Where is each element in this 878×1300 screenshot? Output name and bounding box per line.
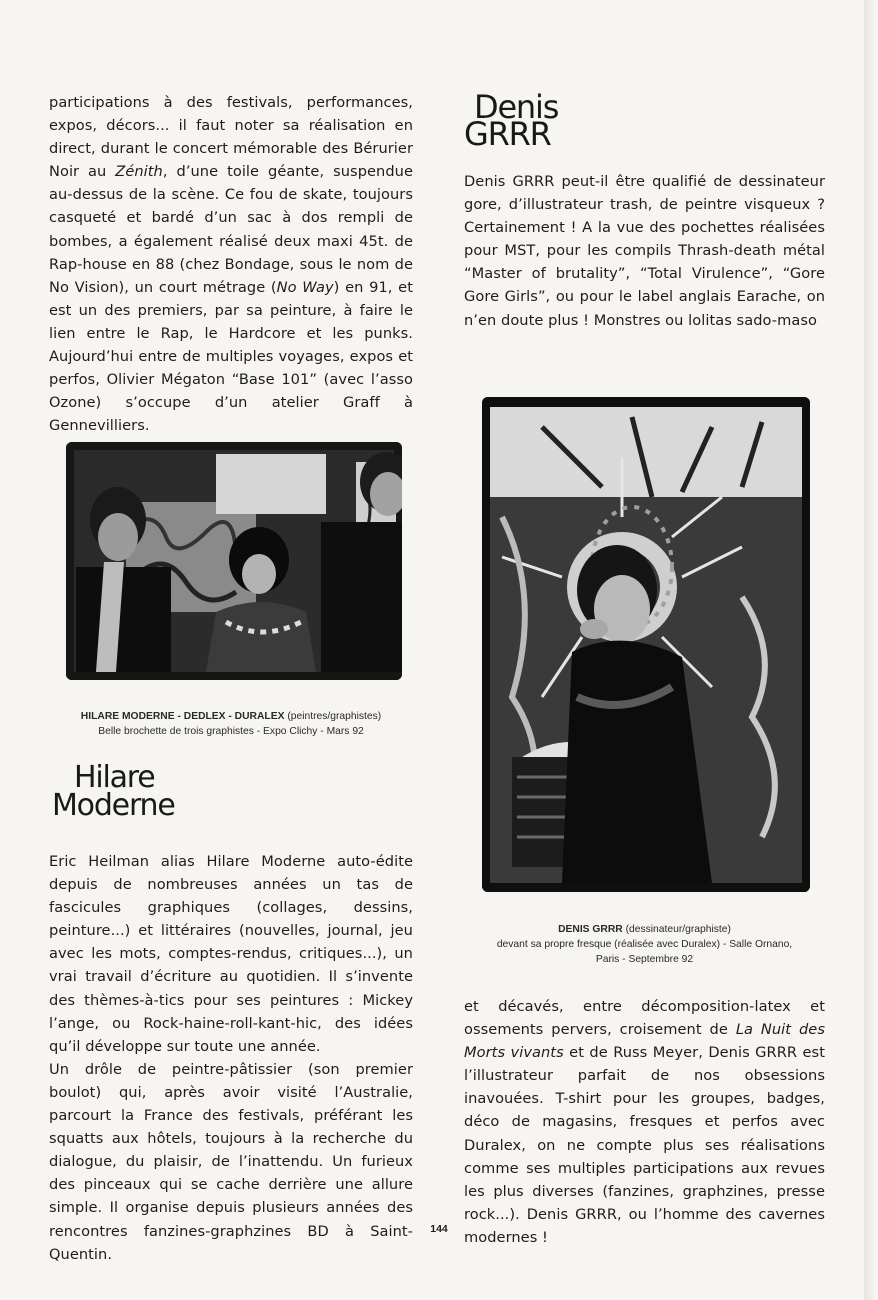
denis-grrr-paragraph-2-part-a: et décavés, entre décomposition-latex et ossements pervers, croisement de	[464, 998, 825, 1039]
intro-text-part-1: participations à des festivals, performances, expos, décors... il faut noter sa réalisation en direct, durant le concert mémorable des Bérurier Noir au	[49, 94, 413, 181]
denis-grrr-caption-date: Paris - Septembre 92	[595, 954, 694, 965]
hilare-moderne-paragraph-1: Eric Heilman alias Hilare Moderne auto-édite depuis de nombreuses années un tas de fascicules graphiques (collages, dessins, peinture...) et littéraires (nouvelles, journal, jeu avec les mots, comptes-rendus, critiques...), un vrai travail d’écriture au quotidien. Il s’invente des thèmes-à-tics pour ses peintures : Mickey l’ange, ou Rock-haine-roll-kant-hic, des idées qu’il développe sur toute une année.	[49, 853, 413, 1055]
denis-grrr-title	[464, 88, 559, 153]
hilare-moderne-body	[49, 850, 413, 1266]
hilare-moderne-title-line1: Hilare	[74, 760, 155, 795]
denis-grrr-title-line1: Denis	[474, 88, 559, 126]
hilare-moderne-paragraph-2: Un drôle de peintre-pâtissier (son premier boulot) qui, après avoir visité l’Australie, parcourt la France des festivals, préférant les squatts aux hôtels, toujours à la recherche du dialogue, du plaisir, de l’inattendu. Un furieux des pinceaux qui se cache derrière une allure simple. Il organise depuis plusieurs années des rencontres fanzines-graphzines BD à Saint-Quentin.	[49, 1060, 413, 1263]
group-photo-illustration	[66, 442, 402, 680]
film-title: No Way	[276, 278, 334, 296]
denis-grrr-paragraph-2	[464, 995, 825, 1249]
group-photo-caption-names: HILARE MODERNE - DEDLEX - DURALEX	[80, 711, 285, 722]
intro-paragraph	[49, 91, 413, 437]
denis-grrr-paragraph-2-part-b: et de Russ Meyer, Denis GRRR est l’illustrateur parfait de nos obsessions inavouées. T-shirt pour les groupes, badges, déco de magasins, fresques et perfos avec Duralex, on ne compte plus ses réalisations comme ses multiples participations aux revues les plus diverses (fanzines, graphzines, presse rock...). Denis GRRR, ou l’homme des cavernes modernes !	[464, 1044, 825, 1246]
denis-grrr-photo-illustration	[482, 397, 810, 892]
denis-grrr-paragraph-1-text: Denis GRRR peut-il être qualifié de dessinateur gore, d’illustrateur trash, de peintre visqueux ? Certainement ! A la vue des pochettes réalisées pour MST, pour les compils Thrash-death métal “Master of brutality”, “Total Virulence”, “Gore Gore Girls”, ou pour le label anglais Earache, on n’en doute plus ! Monstres ou lolitas sado-maso	[464, 173, 825, 329]
group-photo	[66, 442, 402, 680]
intro-text-part-3: ) en 91, et est un des premiers, par sa peinture, à faire le lien entre le Rap, le Hardcore et les punks. Aujourd’hui entre de multiples voyages, expos et perfos, Olivier Mégaton “Base 101” (avec l’asso Ozone) s’occupe d’un atelier Graff à Gennevilliers.	[49, 278, 413, 435]
hilare-moderne-title	[52, 760, 175, 823]
denis-grrr-film-title: La Nuit des Morts vivants	[464, 1021, 825, 1062]
group-photo-caption-role: (peintres/graphistes)	[284, 711, 382, 722]
denis-grrr-photo	[482, 397, 810, 892]
hilare-moderne-title-line2: Moderne	[52, 788, 175, 823]
group-photo-caption-details: Belle brochette de trois graphistes - Expo Clichy - Mars 92	[98, 726, 364, 737]
denis-grrr-caption-role: (dessinateur/graphiste)	[622, 924, 731, 935]
denis-grrr-paragraph-1	[464, 170, 825, 332]
denis-grrr-photo-caption	[464, 922, 825, 967]
intro-text-part-2: , d’une toile géante, suspendue au-dessus de la scène. Ce fou de skate, toujours casqueté et bardé d’un sac à dos rempli de bombes, a également réalisé deux maxi 45t. de Rap-house en 88 (chez Bondage, sous le nom de No Vision), un court métrage (	[49, 163, 413, 296]
page-number: 144	[430, 1223, 448, 1235]
page-edge-shadow	[864, 0, 878, 1300]
denis-grrr-caption-name: DENIS GRRR	[558, 924, 623, 935]
denis-grrr-caption-details: devant sa propre fresque (réalisée avec Duralex) - Salle Ornano,	[496, 939, 793, 950]
group-photo-caption	[49, 709, 413, 739]
venue-name: Zénith	[115, 163, 163, 181]
denis-grrr-title-line2: GRRR	[464, 115, 551, 153]
